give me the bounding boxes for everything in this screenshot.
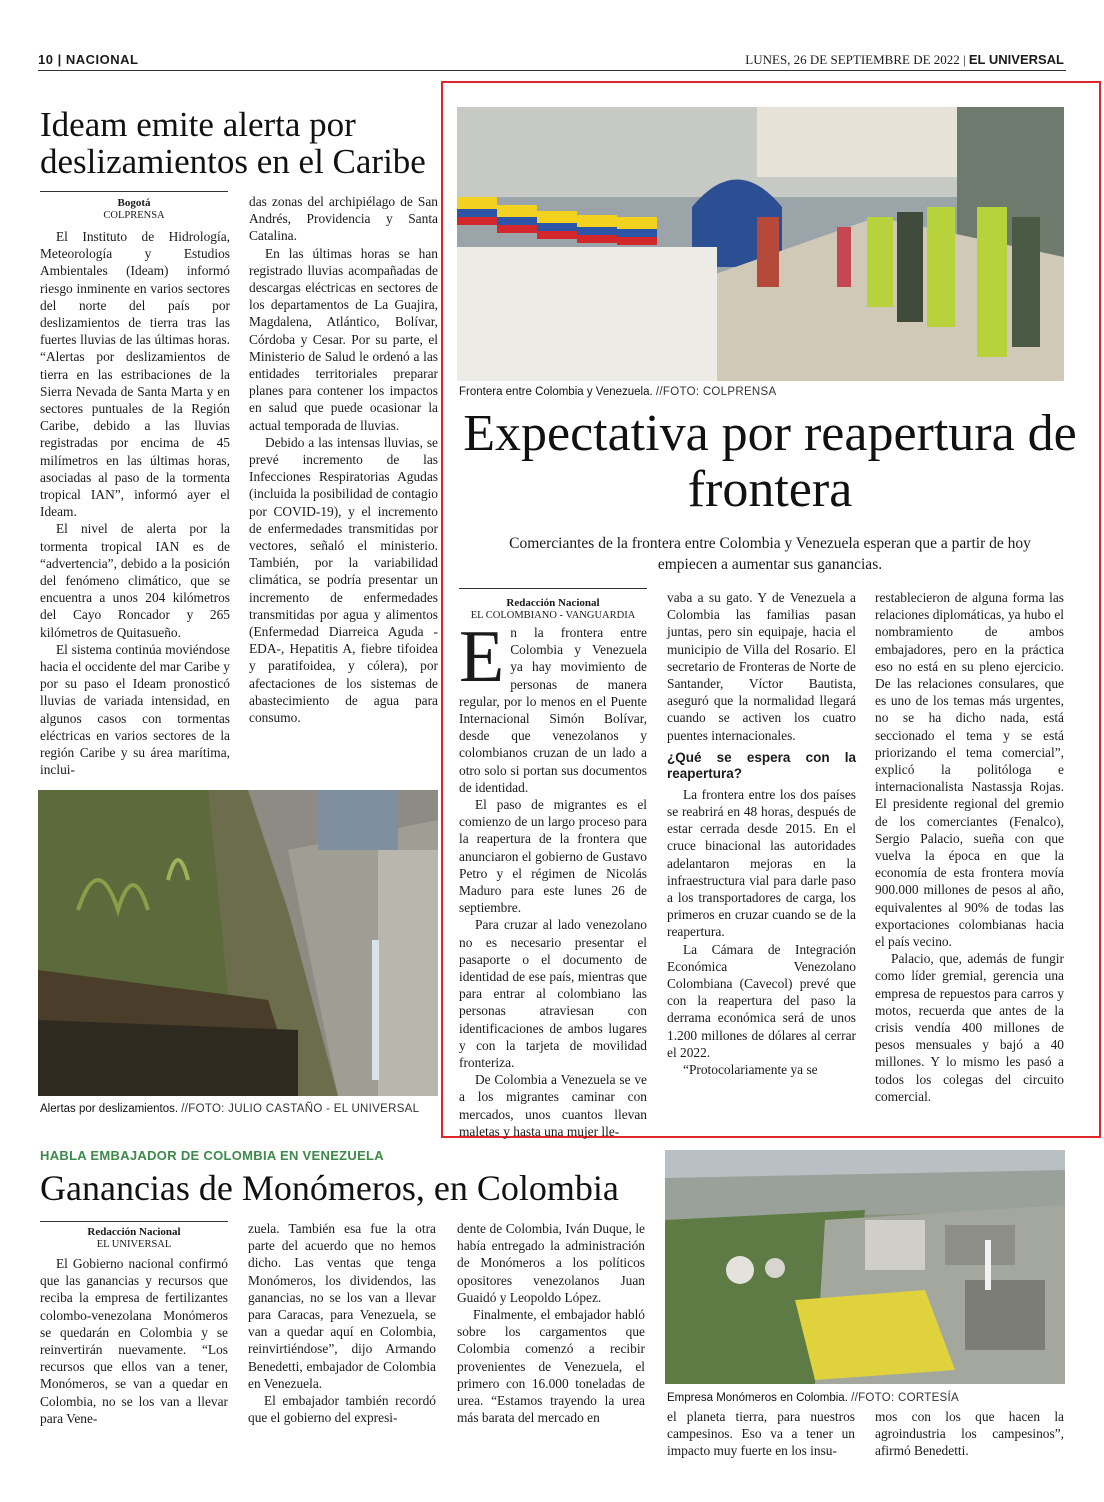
bottom-article-col3 bbox=[457, 1220, 645, 1426]
paragraph: El nivel de alerta por la tormenta tropical IAN es de “advertencia”, debido a la posición del fenómeno climático, que se encuentra a unos 204 kilómetros del Cayo Roncador y 265 kilómetros de Quitasueño. bbox=[40, 521, 230, 640]
paragraph: La Cámara de Integración Económica Venezolano Colombiana (Cavecol) prevé que con la reapertura del paso la derrama económica será de unos 1.200 millones de dólares al cerrar el 2022. bbox=[667, 941, 856, 1060]
paragraph: El paso de migrantes es el comienzo de un largo proceso para la reapertura de la frontera que anunciaron el gobierno de Gustavo Petro y el régimen de Nicolás Maduro para este lunes 26 de septiembre. bbox=[459, 797, 647, 916]
paragraph: vaba a su gato. Y de Venezuela a Colombia las familias pasan juntas, pero sin equipaje, hacia el municipio de Villa del Rosario. El secretario de Fronteras de Norte de Santander, Víctor Bautista, aseguró que la normalidad llegará cuando se activen los cuatro puentes internacionales. bbox=[667, 590, 856, 743]
main-deck: Comerciantes de la frontera entre Colombia y Venezuela esperan que a partir de hoy empiecen a aumentar sus ganancias. bbox=[509, 535, 1031, 573]
caption-text: Empresa Monómeros en Colombia. bbox=[667, 1392, 848, 1404]
paragraph: restablecieron de alguna forma las relaciones diplomáticas, ya hubo el nombramiento de ambos embajadores, pero en la práctica eso no está en su pleno ejercicio. De las relaciones consulares, que es uno de los temas más urgentes, no se ha dicho nada, está seccionado el tema y se está priorizando el tema comercial”, explicó la politóloga e internacionalista Nastassja Rojas. El presidente regional del gremio de los comerciantes (Fenalco), Sergio Palacio, sueña con que vuelva la época en que la economía de esta frontera movía 900.000 millones de pesos al año, equivalentes al 90% de todas las exportaciones colombianas hacia el país vecino. bbox=[875, 590, 1064, 950]
border-photo-caption bbox=[459, 386, 1059, 398]
photo-credit: //FOTO: JULIO CASTAÑO - EL UNIVERSAL bbox=[181, 1103, 420, 1115]
caption-text: Alertas por deslizamientos. bbox=[40, 1103, 179, 1115]
landslide-photo bbox=[38, 790, 438, 1096]
paragraph: El Instituto de Hidrología, Meteorología y Estudios Ambientales (Ideam) informó riesgo inminente en varios sectores del norte del país por deslizamientos de tierra tras las fuertes lluvias de las últimas horas. “Alertas por deslizamientos de tierra en las estribaciones de la Sierra Nevada de Santa Marta y en sectores puntuales de la Región Caribe, debido a las lluvias registradas por encima de 45 milímetros en las últimas horas, asociadas al paso de la tormenta tropical IAN”, informó ayer el Ideam. bbox=[40, 229, 230, 520]
monomeros-caption bbox=[667, 1392, 1067, 1404]
border-photo bbox=[457, 107, 1064, 381]
byline-rule bbox=[40, 191, 228, 192]
byline-rule bbox=[40, 1221, 228, 1222]
main-article-col3 bbox=[875, 589, 1064, 1105]
bottom-kicker: HABLA EMBAJADOR DE COLOMBIA EN VENEZUELA bbox=[40, 1148, 384, 1163]
paragraph: Debido a las intensas lluvias, se prevé incremento de las Infecciones Respiratorias Agudas (incluida la posibilidad de contagio por COVID-19), y el incremento de enfermedades transmitidas por vectores, señaló el ministerio. También, por la variabilidad climática, se podría presentar un incremento de enfermedades transmitidas por agua y alimentos (Enfermedad Diarreica Aguda -EDA-, Hepatitis A, fiebre tifoidea y paratifoidea, y cólera), por afectaciones de los sistemas de abastecimiento de agua para consumo. bbox=[249, 434, 438, 726]
paper-name: EL UNIVERSAL bbox=[968, 52, 1064, 67]
byline-name: Redacción Nacional bbox=[506, 597, 600, 609]
byline-agency: COLPRENSA bbox=[103, 210, 165, 221]
paragraph: zuela. También esa fue la otra parte del acuerdo que no hemos dicho. Las ventas que tenga Monómeros, los dividendos, las ganancias, no se los van a llevar para Caracas, para Venezuela, se van a quedar aquí en Colombia, reinvirtiéndose”, dijo Armando Benedetti, embajador de Colombia en Venezuela. bbox=[248, 1221, 436, 1391]
byline-agency: EL UNIVERSAL bbox=[96, 1239, 172, 1250]
paragraph: mos con los que hacen la agroindustria los campesinos”, afirmó Benedetti. bbox=[875, 1409, 1064, 1459]
byline-name: Redacción Nacional bbox=[87, 1226, 181, 1238]
left-headline: Ideam emite alerta por deslizamientos en el Caribe bbox=[40, 105, 426, 181]
paragraph: Finalmente, el embajador habló sobre los cargamentos que Colombia comenzó a recibir provenientes de Venezuela, el primero con 16.000 toneladas de urea. “Estamos trayendo la urea más barata del mercado en bbox=[457, 1307, 645, 1426]
left-article-col2 bbox=[249, 193, 438, 726]
bottom-article-col4 bbox=[667, 1408, 855, 1460]
bottom-byline bbox=[40, 1226, 228, 1251]
left-article-col1 bbox=[40, 228, 230, 779]
bottom-article-col1 bbox=[40, 1255, 228, 1427]
page-folio: 10 | NACIONAL bbox=[38, 52, 139, 67]
byline-rule bbox=[459, 588, 647, 589]
left-byline bbox=[40, 197, 228, 222]
paragraph: En las últimas horas se han registrado lluvias acompañadas de descargas eléctricas en sectores de los departamentos de La Guajira, Magdalena, Atlántico, Bolívar, Córdoba y Cesar. Por su parte, el Ministerio de Salud le ordenó a las entidades territoriales preparar planes para contener los impactos en salud que puede ocasionar la actual temporada de lluvias. bbox=[249, 245, 438, 433]
section-name: NACIONAL bbox=[65, 52, 139, 67]
main-article-col1 bbox=[459, 616, 647, 1140]
subhead: ¿Qué se espera con la reapertura? bbox=[667, 749, 856, 781]
paragraph: El Gobierno nacional confirmó que las ganancias y recursos que reciba la empresa de fertilizantes colombo-venezolana Monómeros se quedarán en Colombia y se reinvertirán nuevamente. “Los recursos que ellos van a tener, Monómeros, se van a quedar en Colombia, no se los van a llevar para Vene- bbox=[40, 1256, 228, 1426]
paragraph: Palacio, que, además de fungir como líder gremial, gerencia una empresa de repuestos para carros y motos, recuerda que antes de la crisis vendía 400 millones de pesos mensuales y bajó a 40 millones. Y lo mismo les pasó a todos los colegas del circuito comercial. bbox=[875, 951, 1064, 1104]
paragraph: das zonas del archipiélago de San Andrés, Providencia y Santa Catalina. bbox=[249, 194, 438, 244]
paragraph: “Protocolariamente ya se bbox=[683, 1062, 818, 1078]
paragraph: el planeta tierra, para nuestros campesinos. Eso va a tener un impacto muy fuerte en los insu- bbox=[667, 1409, 855, 1459]
bottom-headline: Ganancias de Monómeros, en Colombia bbox=[40, 1168, 619, 1208]
issue-date: LUNES, 26 DE SEPTIEMBRE DE 2022 bbox=[745, 52, 960, 67]
paragraph: De Colombia a Venezuela se ve a los migrantes caminar con mercados, unos cuantos llevan maletas y hasta una mujer lle- bbox=[459, 1072, 647, 1139]
byline-agency: EL COLOMBIANO - VANGUARDIA bbox=[470, 610, 636, 621]
paragraph: El embajador también recordó que el gobierno del expresi- bbox=[248, 1393, 436, 1426]
dateline: LUNES, 26 DE SEPTIEMBRE DE 2022 | EL UNIVERSAL bbox=[745, 52, 1064, 67]
monomeros-photo bbox=[665, 1150, 1065, 1384]
photo-credit: //FOTO: CORTESÍA bbox=[851, 1392, 959, 1404]
paragraph: El sistema continúa moviéndose hacia el occidente del mar Caribe y por su paso el Ideam pronosticó lluvias de variada intensidad, en algunos casos con tormentas eléctricas en varios sectores de la región Caribe y su área marítima, inclui- bbox=[40, 641, 230, 778]
paragraph: n la frontera entre Colombia y Venezuela ya hay movimiento de personas de manera regular, por lo menos en el Puente Internacional Simón Bolívar, desde que venezolanos y colombianos cruzan de un lado a otro solo si portan sus documentos de identidad. bbox=[459, 625, 647, 795]
byline-city: Bogotá bbox=[117, 197, 151, 209]
main-article-col2 bbox=[667, 589, 856, 1078]
paragraph: dente de Colombia, Iván Duque, le había entregado la administración de Monómeros a los políticos opositores venezolanos Juan Guaidó y Leopoldo López. bbox=[457, 1221, 645, 1305]
paragraph: Para cruzar al lado venezolano no es necesario presentar el pasaporte o el documento de identidad de ese país, mientras que para entrar al colombiano las personas atraviesan con identificaciones de ambos lugares y con la tarjeta de movilidad fronteriza. bbox=[459, 917, 647, 1071]
bottom-article-col5 bbox=[875, 1408, 1064, 1460]
bottom-article-col2 bbox=[248, 1220, 436, 1426]
photo-credit: //FOTO: COLPRENSA bbox=[655, 386, 777, 398]
landslide-caption bbox=[40, 1103, 440, 1115]
caption-text: Frontera entre Colombia y Venezuela. bbox=[459, 386, 653, 398]
paragraph: La frontera entre los dos países se reabrirá en 48 horas, después de estar cerrada desde 2015. En el cruce binacional las autoridades adelantaron mejoras en la infraestructura vial para darle paso a los transportadores de carga, los primeros en cruzar cuando se de la reapertura. bbox=[667, 786, 856, 940]
header-rule bbox=[38, 70, 1066, 71]
drop-cap: E bbox=[459, 616, 505, 698]
main-headline: Expectativa por reapertura de frontera bbox=[463, 405, 1077, 518]
page-number: 10 bbox=[38, 52, 54, 67]
